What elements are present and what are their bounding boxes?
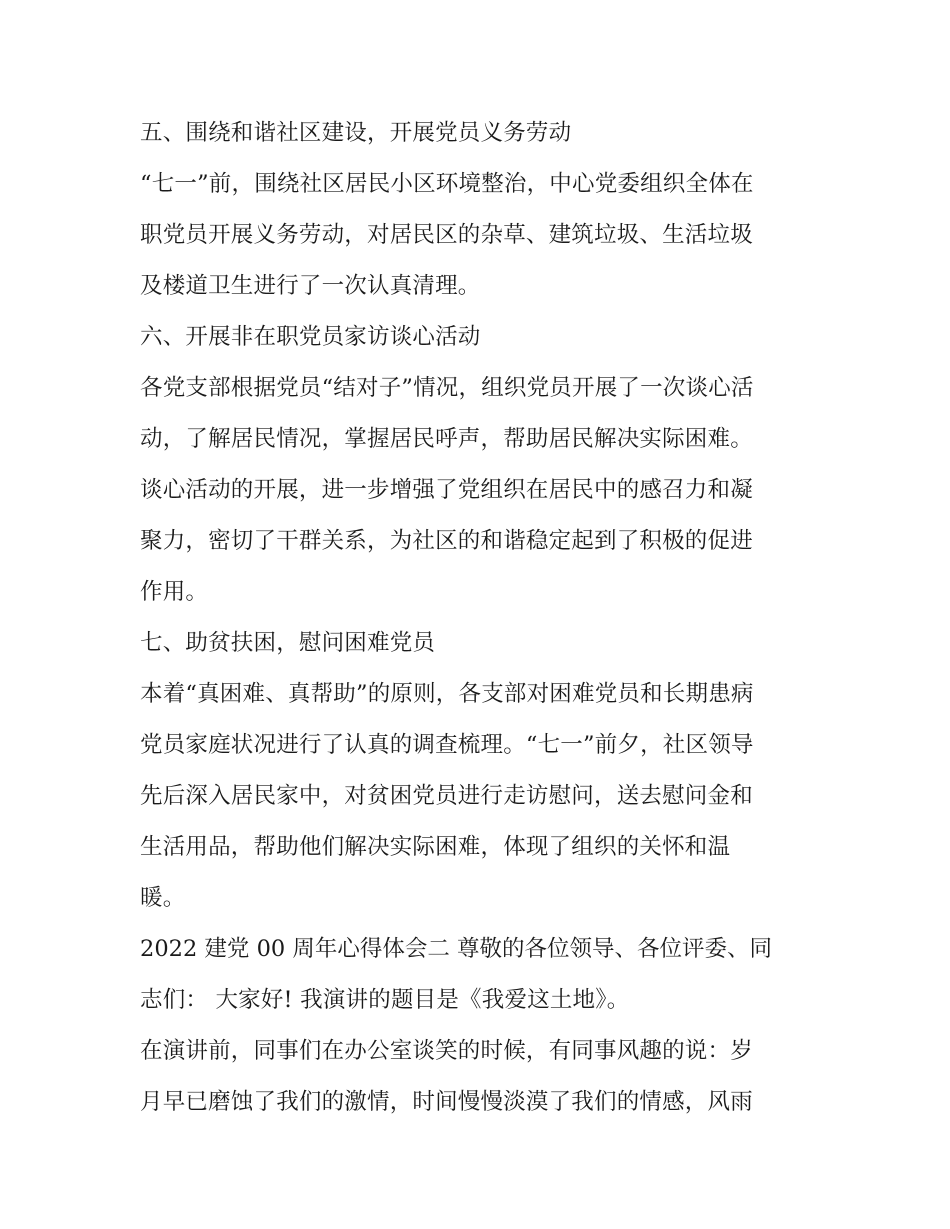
paragraph-line: 志们： 大家好! 我演讲的题目是《我爱这土地》。	[140, 987, 630, 1013]
paragraph-line: 生活用品，帮助他们解决实际困难，体现了组织的关怀和温	[140, 834, 731, 860]
paragraph-line: 作用。	[140, 579, 209, 605]
paragraph-line: 聚力，密切了干群关系，为社区的和谐稳定起到了积极的促进	[140, 528, 753, 554]
paragraph-line: 动，了解居民情况，掌握居民呼声，帮助居民解决实际困难。	[140, 426, 753, 452]
paragraph-line: 党员家庭状况进行了认真的调查梳理。“七一”前夕，社区领导	[140, 732, 754, 758]
paragraph-line: 2022 建党 00 周年心得体会二 尊敬的各位领导、各位评委、同	[140, 936, 773, 962]
paragraph-line: 及楼道卫生进行了一次认真清理。	[140, 273, 481, 299]
paragraph-line: 月早已磨蚀了我们的激情，时间慢慢淡漠了我们的情感，风雨	[140, 1089, 753, 1115]
paragraph-line: 职党员开展义务劳动，对居民区的杂草、建筑垃圾、生活垃圾	[140, 222, 753, 248]
paragraph-line: 谈心活动的开展，进一步增强了党组织在居民中的感召力和凝	[140, 477, 753, 503]
paragraph-line: 各党支部根据党员“结对子”情况，组织党员开展了一次谈心活	[140, 375, 754, 401]
paragraph-line: “七一”前，围绕社区居民小区环境整治，中心党委组织全体在	[140, 171, 754, 197]
paragraph-line: 先后深入居民家中，对贫困党员进行走访慰问，送去慰问金和	[140, 783, 753, 809]
section-heading-5: 五、围绕和谐社区建设，开展党员义务劳动	[140, 120, 572, 146]
paragraph-line: 在演讲前，同事们在办公室谈笑的时候，有同事风趣的说：岁	[140, 1038, 753, 1064]
paragraph-line: 暖。	[140, 885, 186, 911]
paragraph-line: 本着“真困难、真帮助”的原则，各支部对困难党员和长期患病	[140, 681, 754, 707]
section-heading-7: 七、助贫扶困，慰问困难党员	[140, 630, 436, 656]
section-heading-6: 六、开展非在职党员家访谈心活动	[140, 324, 481, 350]
document-body	[140, 108, 820, 1128]
